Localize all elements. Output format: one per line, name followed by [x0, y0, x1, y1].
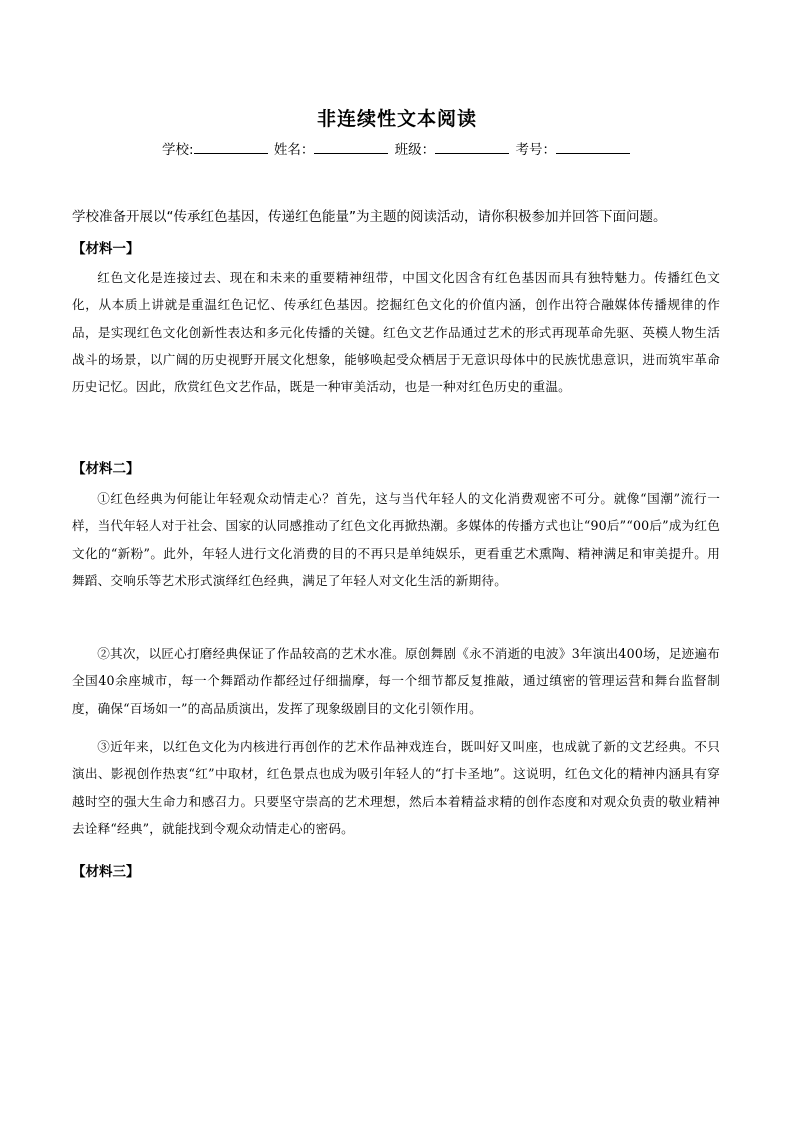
material-3-heading: 【材料三】 [72, 864, 140, 880]
class-label: 班级： [394, 142, 436, 158]
page-title: 非连续性文本阅读 [316, 108, 477, 130]
material-1-paragraph: 红色文化是连接过去、现在和未来的重要精神纽带，中国文化因含有红色基因而具有独特魅力。传播红色文化，从本质上讲就是重温红色记忆、传承红色基因。挖掘红色文化的价值内涵，创作出符合融媒体传播规律的作品，是实现红色文化创新性表达和多元化传播的关键。红色文艺作品通过艺术的形式再现革命先驱、英模人物生活战斗的场景，以广阔的历史视野开展文化想象，能够唤起受众栖居于无意识母体中的民族忧患意识，进而筑牢革命历史记忆。因此，欣赏红色文艺作品，既是一种审美活动，也是一种对红色历史的重温。 [72, 270, 720, 395]
name-label: 姓名： [273, 142, 315, 158]
material-2-paragraph-2: ②其次，以匠心打磨经典保证了作品较高的艺术水准。原创舞剧《永不消逝的电波》3年演出400场，足迹遍布全国40余座城市，每一个舞蹈动作都经过仔细揣摩，每一个细节都反复推敲，通过缜密的管理运营和舞台监督制度，确保“百场如一”的高品质演出，发挥了现象级剧目的文化引领作用。 [72, 646, 720, 716]
school-blank [194, 139, 268, 154]
intro-text: 学校准备开展以“传承红色基因，传递红色能量”为主题的阅读活动，请你积极参加并回答下面问题。 [72, 209, 667, 225]
student-info-line [0, 138, 794, 158]
exam-no-blank [556, 139, 630, 154]
material-2-paragraph-1: ①红色经典为何能让年轻观众动情走心？首先，这与当代年轻人的文化消费观密不可分。就像“国潮”流行一样，当代年轻人对于社会、国家的认同感推动了红色文化再掀热潮。多媒体的传播方式也让“90后”“00后”成为红色文化的“新粉”。此外，年轻人进行文化消费的目的不再只是单纯娱乐，更看重艺术熏陶、精神满足和审美提升。用舞蹈、交响乐等艺术形式演绎红色经典，满足了年轻人对文化生活的新期待。 [72, 491, 720, 588]
exam-no-label: 考号： [515, 142, 556, 158]
material-2-paragraph-3: ③近年来，以红色文化为内核进行再创作的艺术作品神戏连台，既叫好又叫座，也成就了新的文艺经典。不只演出、影视创作热衷“红”中取材，红色景点也成为吸引年轻人的“打卡圣地”。这说明，红色文化的精神内涵具有穿越时空的强大生命力和感召力。只要坚守崇高的艺术理想，然后本着精益求精的创作态度和对观众负责的敬业精神去诠释“经典”，就能找到令观众动情走心的密码。 [72, 739, 720, 836]
material-1-heading: 【材料一】 [72, 241, 140, 257]
school-label: 学校: [162, 142, 194, 158]
name-blank [314, 139, 388, 154]
class-blank [435, 139, 509, 154]
material-2-heading: 【材料二】 [72, 461, 140, 477]
